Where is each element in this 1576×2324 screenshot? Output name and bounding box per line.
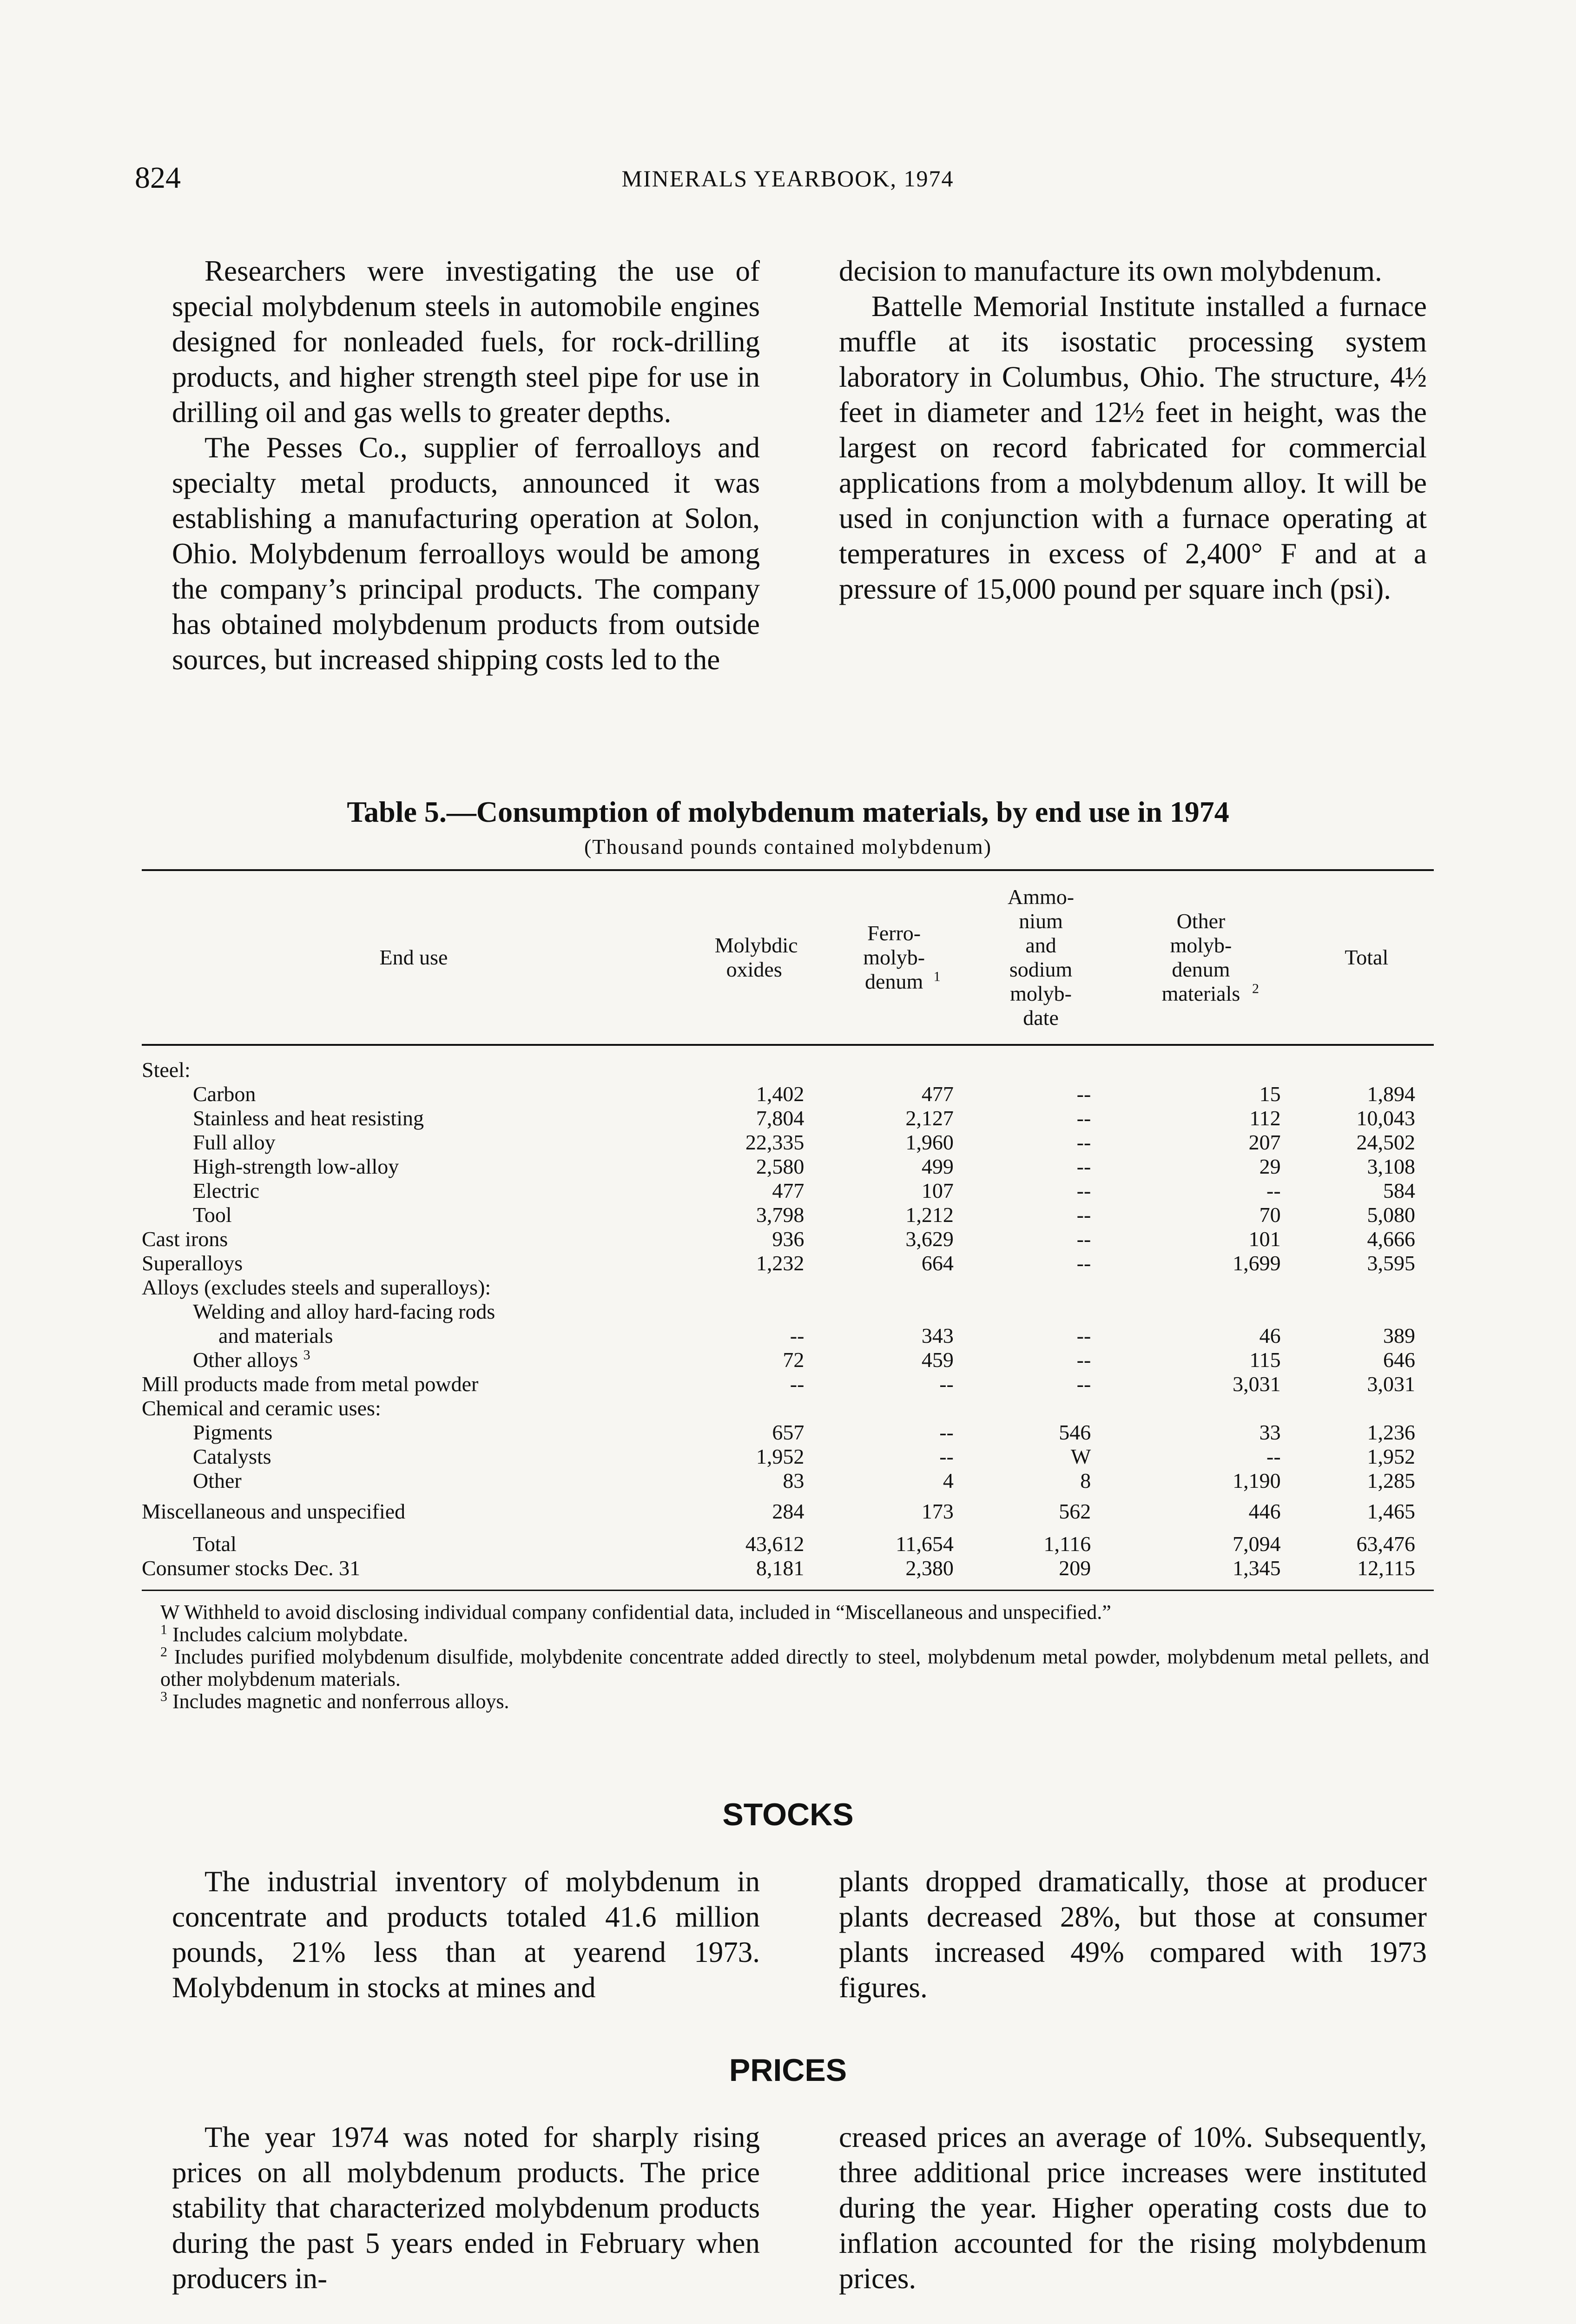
cell: 1,232 (756, 1251, 804, 1275)
paragraph: creased prices an average of 10%. Subsequently, three additional price increases were instituted during the year. Higher operating costs due to inflation accounted for the rising molybdenum prices. (839, 2121, 1427, 2295)
table-row (142, 1082, 1434, 1106)
cell: -- (790, 1372, 804, 1396)
cell: -- (939, 1420, 954, 1444)
cell: 1,285 (1367, 1469, 1415, 1492)
footnote-mark: 2 (160, 1644, 167, 1660)
cell: -- (939, 1372, 954, 1396)
cell: 546 (1059, 1420, 1091, 1444)
row-label: Electric (193, 1179, 260, 1202)
table-row (142, 1420, 1434, 1445)
stocks-right-column (839, 1864, 1427, 2005)
cell: 1,116 (1043, 1532, 1091, 1556)
row-label: Tool (193, 1203, 232, 1227)
cell: 101 (1248, 1227, 1281, 1251)
cell: 1,952 (756, 1445, 804, 1468)
table-row (142, 1445, 1434, 1469)
row-label: Welding and alloy hard-facing rods (193, 1300, 495, 1323)
col-header-oxides (686, 870, 823, 1045)
cell: 83 (783, 1469, 804, 1492)
table-row (142, 1372, 1434, 1396)
table-title: Table 5.—Consumption of molybdenum materials, by end use in 1974 (347, 795, 1229, 828)
cell: 1,465 (1367, 1499, 1415, 1523)
row-label-cell (142, 1348, 686, 1372)
consumption-table (142, 869, 1434, 1580)
cell: 936 (772, 1227, 804, 1251)
table-bottom-rule (142, 1590, 1434, 1591)
cell: 107 (921, 1179, 954, 1202)
cell: 115 (1249, 1348, 1281, 1372)
cell: 112 (1249, 1106, 1281, 1130)
paragraph: Battelle Memorial Institute installed a furnace muffle at its isostatic processing system laboratory in Columbus, Ohio. The structure, 4½ feet in diameter and 12½ feet in height, was the largest on record fabricated for commercial applications from a molybdenum alloy. It will be used in conjunction with a furnace operating at temperatures in excess of 2,400° F and at a pressure of 15,000 pound per square inch (psi). (839, 290, 1427, 605)
cell: 1,236 (1367, 1420, 1415, 1444)
cell: -- (1076, 1251, 1091, 1275)
footnote (142, 1690, 1429, 1713)
col-header-ferro (823, 870, 972, 1045)
cell: -- (1076, 1082, 1091, 1106)
cell: 5,080 (1367, 1203, 1415, 1227)
cell: 10,043 (1356, 1106, 1415, 1130)
cell: 2,127 (905, 1106, 954, 1130)
paragraph: The industrial inventory of molybdenum in concentrate and products totaled 41.6 million pounds, 21% less than at yearend 1973. Molybdenum in stocks at mines and (172, 1865, 760, 2004)
col-header-other-text: Other molyb- denum materials (1161, 909, 1240, 1005)
page-header (135, 160, 1441, 202)
cell: 173 (921, 1499, 954, 1523)
table-subtitle: (Thousand pounds contained molybdenum) (584, 835, 992, 858)
footnote-mark: 1 (160, 1622, 167, 1637)
row-label: Other alloys (193, 1348, 298, 1372)
section-heading-stocks: STOCKS (722, 1797, 854, 1832)
cell: 1,212 (905, 1203, 954, 1227)
cell: 1,345 (1233, 1556, 1281, 1580)
paragraph: Researchers were investigating the use of special molybdenum steels in automobile engines designed for nonleaded fuels, for rock-drilling products, and higher strength steel pipe for use in drilling oil and gas wells to greater depths. (172, 255, 760, 429)
footnote-mark: 3 (303, 1347, 310, 1363)
cell: 22,335 (745, 1130, 804, 1154)
cell: W (1070, 1445, 1091, 1468)
row-label: Superalloys (142, 1251, 243, 1275)
col-header-ferro-text: Ferro- molyb- denum (863, 921, 925, 993)
table-row (142, 1130, 1434, 1155)
row-label: Cast irons (142, 1227, 228, 1251)
cell: 3,108 (1367, 1155, 1415, 1178)
cell: 446 (1248, 1499, 1281, 1523)
table-row (142, 1556, 1434, 1580)
cell: -- (1076, 1324, 1091, 1347)
cell: 29 (1259, 1155, 1281, 1178)
page-number: 824 (135, 161, 181, 195)
cell: 11,654 (896, 1532, 954, 1556)
stocks-columns (172, 1864, 1427, 2005)
running-head: MINERALS YEARBOOK, 1974 (621, 165, 954, 191)
cell: 664 (921, 1251, 954, 1275)
cell: 70 (1259, 1203, 1281, 1227)
row-label: Miscellaneous and unspecified (142, 1499, 406, 1523)
table-row (142, 1348, 1434, 1372)
table-row (142, 1155, 1434, 1179)
cell: 1,960 (905, 1130, 954, 1154)
cell: 3,595 (1367, 1251, 1415, 1275)
row-label: Mill products made from metal powder (142, 1372, 479, 1396)
footnote: W Withheld to avoid disclosing individual company confidential data, included in “Miscellaneous and unspecified.” (160, 1601, 1111, 1624)
paragraph: The Pesses Co., supplier of ferroalloys and specialty metal products, announced it was establishing a manufacturing operation at Solon, Ohio. Molybdenum ferroalloys would be among the company’s principal products. The company has obtained molybdenum products from outside sources, but increased shipping costs led to the (172, 431, 760, 676)
row-label: Stainless and heat resisting (193, 1106, 424, 1130)
prices-columns (172, 2119, 1427, 2296)
cell: 1,190 (1233, 1469, 1281, 1492)
intro-right-column (839, 253, 1427, 677)
table-row (142, 1227, 1434, 1251)
cell: 1,952 (1367, 1445, 1415, 1468)
cell: 3,031 (1367, 1372, 1415, 1396)
cell: 657 (772, 1420, 804, 1444)
footnote-mark: 1 (933, 969, 941, 984)
cell: 1,699 (1233, 1251, 1281, 1275)
cell: 646 (1383, 1348, 1415, 1372)
table-row (142, 1251, 1434, 1275)
table-row (142, 1203, 1434, 1227)
cell: -- (1266, 1445, 1281, 1468)
cell: 72 (783, 1348, 804, 1372)
cell: 3,798 (756, 1203, 804, 1227)
paragraph: The year 1974 was noted for sharply rising prices on all molybdenum products. The price stability that characterized molybdenum products during the past 5 years ended in February when producers in- (172, 2121, 760, 2295)
cell: 477 (772, 1179, 804, 1202)
cell: -- (1076, 1348, 1091, 1372)
cell: 8 (1080, 1469, 1091, 1492)
row-label: Catalysts (193, 1445, 271, 1468)
footnote (142, 1624, 1429, 1646)
table-row (142, 1300, 1434, 1324)
table-row (142, 1493, 1434, 1524)
row-label: Alloys (excludes steels and superalloys): (142, 1275, 491, 1299)
table-row (142, 1324, 1434, 1348)
cell: 2,380 (905, 1556, 954, 1580)
table-row (142, 1396, 1434, 1420)
col-header-ammonium (972, 870, 1109, 1045)
cell: -- (1076, 1227, 1091, 1251)
cell: 477 (921, 1082, 954, 1106)
cell: 584 (1383, 1179, 1415, 1202)
row-label: Steel: (142, 1058, 191, 1082)
cell: 33 (1259, 1420, 1281, 1444)
prices-right-column (839, 2119, 1427, 2296)
cell: 209 (1059, 1556, 1091, 1580)
table-row (142, 1045, 1434, 1082)
cell: 15 (1259, 1082, 1281, 1106)
cell: -- (1076, 1179, 1091, 1202)
row-label: Other (193, 1469, 242, 1492)
cell: -- (1266, 1179, 1281, 1202)
row-label: Total (193, 1532, 237, 1556)
cell: 389 (1383, 1324, 1415, 1347)
cell: -- (1076, 1155, 1091, 1178)
intro-columns (172, 253, 1427, 677)
prices-left-column (172, 2119, 760, 2296)
cell: 8,181 (756, 1556, 804, 1580)
cell: -- (1076, 1106, 1091, 1130)
cell: 3,629 (905, 1227, 954, 1251)
table-row (142, 1275, 1434, 1300)
cell: 2,580 (756, 1155, 804, 1178)
stocks-left-column (172, 1864, 760, 2005)
footnote-mark: 2 (1252, 981, 1259, 997)
footnote (142, 1646, 1429, 1690)
cell: 1,894 (1367, 1082, 1415, 1106)
cell: -- (1076, 1372, 1091, 1396)
cell: 343 (921, 1324, 954, 1347)
row-label: High-strength low-alloy (193, 1155, 399, 1178)
cell: 562 (1059, 1499, 1091, 1523)
cell: 459 (921, 1348, 954, 1372)
cell: 499 (921, 1155, 954, 1178)
cell: 207 (1248, 1130, 1281, 1154)
row-label: and materials (218, 1324, 333, 1347)
section-heading-prices: PRICES (729, 2053, 847, 2088)
cell: 24,502 (1356, 1130, 1415, 1154)
cell: 284 (772, 1499, 804, 1523)
footnote-mark: 3 (160, 1689, 167, 1704)
table-row (142, 1469, 1434, 1493)
row-label: Pigments (193, 1420, 273, 1444)
cell: 7,094 (1233, 1532, 1281, 1556)
cell: 3,031 (1233, 1372, 1281, 1396)
cell: -- (939, 1445, 954, 1468)
col-header-total: Total (1345, 945, 1389, 969)
col-header-oxides-text: Molybdic oxides (714, 933, 798, 981)
col-header-end-use: End use (379, 945, 448, 969)
cell: 1,402 (756, 1082, 804, 1106)
table-header-row (142, 870, 1434, 1045)
table-row-total (142, 1524, 1434, 1556)
footnote-text: Includes magnetic and nonferrous alloys. (172, 1690, 509, 1713)
col-header-other (1109, 870, 1299, 1045)
cell: 43,612 (745, 1532, 804, 1556)
table-row (142, 1179, 1434, 1203)
cell: -- (790, 1324, 804, 1347)
cell: 7,804 (756, 1106, 804, 1130)
table-row (142, 1106, 1434, 1130)
footnote-text: Includes calcium molybdate. (172, 1623, 409, 1646)
paragraph: decision to manufacture its own molybdenum. (839, 255, 1382, 287)
row-label: Carbon (193, 1082, 256, 1106)
paragraph: plants dropped dramatically, those at producer plants decreased 28%, but those at consumer plants increased 49% compared with 1973 figures. (839, 1865, 1427, 2004)
cell: 12,115 (1357, 1556, 1415, 1580)
cell: -- (1076, 1130, 1091, 1154)
row-label: Full alloy (193, 1130, 276, 1154)
row-label: Consumer stocks Dec. 31 (142, 1556, 361, 1580)
cell: 4,666 (1367, 1227, 1415, 1251)
col-header-ammonium-text: Ammo- nium and sodium molyb- date (1008, 885, 1075, 1030)
intro-left-column (172, 253, 760, 677)
footnote-text: Includes purified molybdenum disulfide, molybdenite concentrate added directly to steel, molybdenum metal powder, molybdenum metal pellets, and other molybdenum materials. (160, 1645, 1429, 1690)
table-footnotes (142, 1601, 1429, 1713)
cell: 63,476 (1356, 1532, 1415, 1556)
cell: 46 (1259, 1324, 1281, 1347)
cell: 4 (943, 1469, 954, 1492)
row-label: Chemical and ceramic uses: (142, 1396, 381, 1420)
cell: -- (1076, 1203, 1091, 1227)
